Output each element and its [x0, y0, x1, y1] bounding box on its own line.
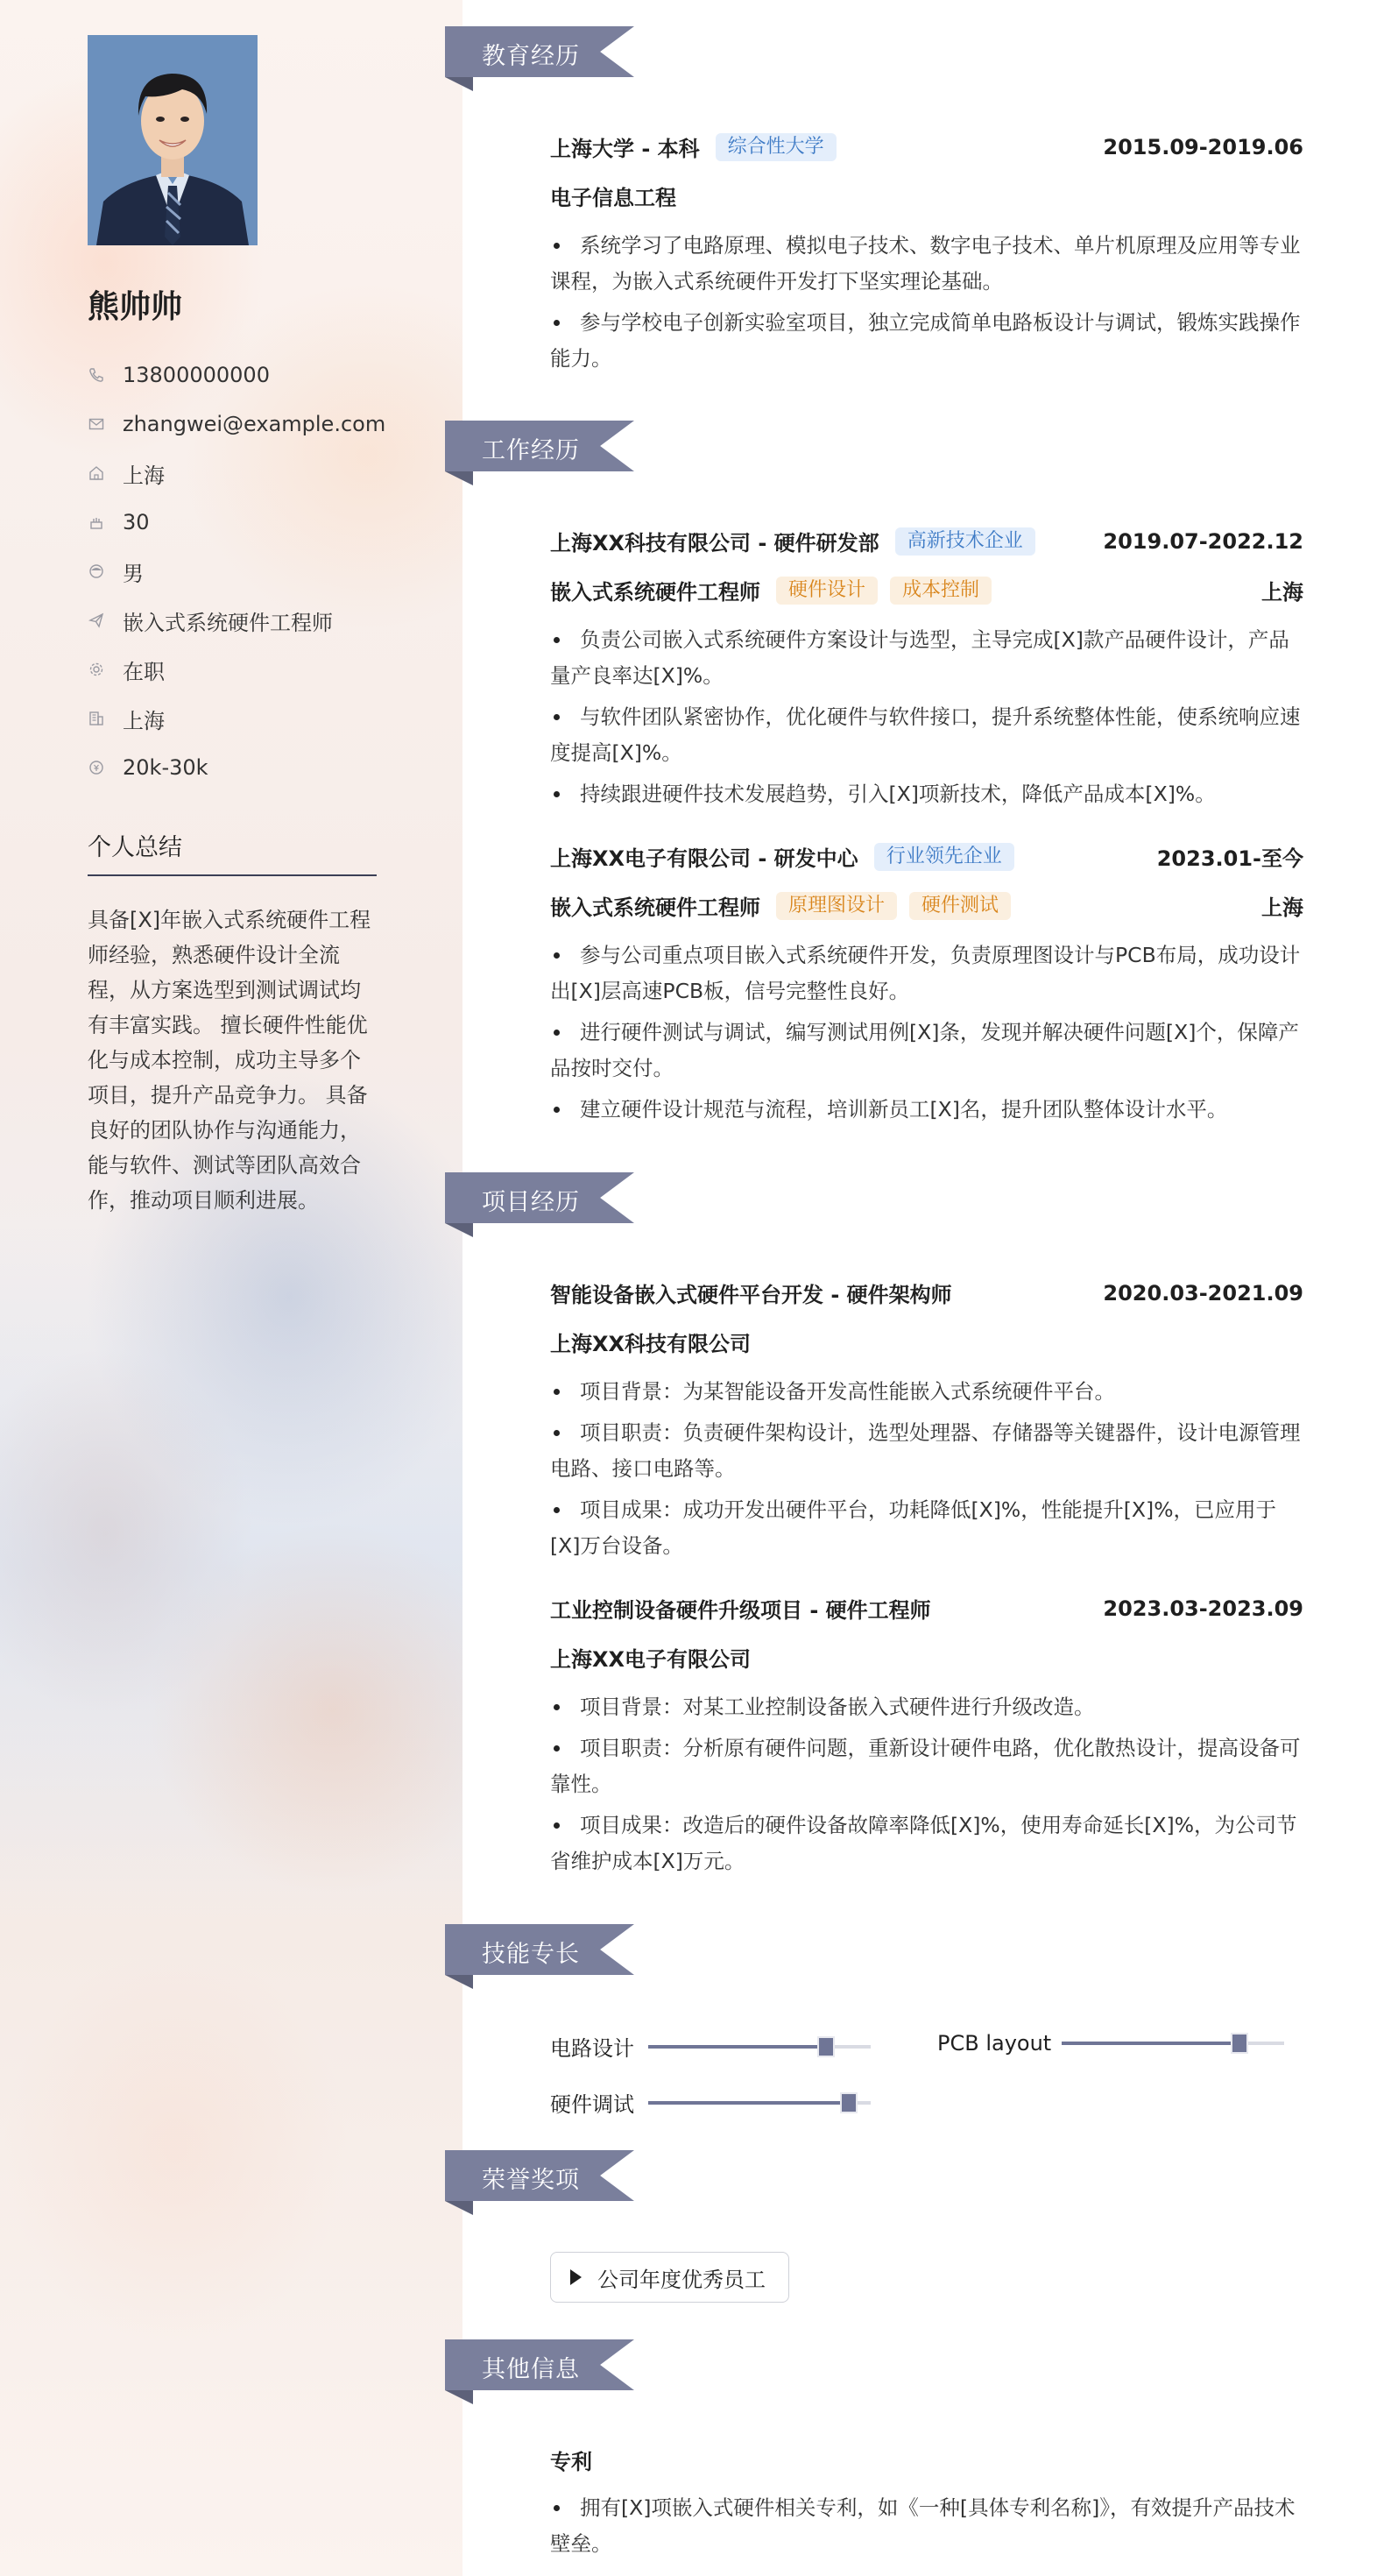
project-2-header-row [550, 1593, 1303, 1624]
project-1-header-row [550, 1277, 1303, 1308]
section-header-skills [445, 1924, 634, 1989]
list-item: 项目背景：对某工业控制设备嵌入式硬件进行升级改造。 [550, 1689, 1305, 1725]
project-name: 智能设备嵌入式硬件平台开发 - 硬件架构师 [550, 1283, 952, 1307]
award-badge [550, 2252, 789, 2303]
section-header-projects [445, 1172, 634, 1237]
list-item: 参与学校电子创新实验室项目，独立完成简单电路板设计与调试，锻炼实践操作能力。 [550, 305, 1305, 377]
other-subtitle-row [550, 2445, 1303, 2475]
role-tag: 成本控制 [890, 577, 992, 605]
skill-fill [1062, 2042, 1239, 2045]
education-major-row [550, 180, 1303, 211]
skill-bar [648, 2045, 871, 2049]
sidebar-watercolor [0, 1227, 462, 1910]
skill-knob [1231, 2033, 1248, 2054]
skill-bar [1062, 2042, 1284, 2045]
list-item: 项目背景：为某智能设备开发高性能嵌入式系统硬件平台。 [550, 1374, 1305, 1410]
patent-heading: 专利 [550, 2450, 592, 2474]
job-1-role-row [550, 575, 1303, 605]
candidate-name: 熊帅帅 [88, 289, 183, 325]
job-period: 2023.01-至今 [1156, 846, 1303, 871]
list-item: 拥有[X]项嵌入式硬件相关专利，如《一种[具体专利名称]》，有效提升产品技术壁垒。 [550, 2490, 1305, 2562]
list-item: 负责公司嵌入式系统硬件方案设计与选型，主导完成[X]款产品硬件设计，产品量产良率达[X]%。 [550, 622, 1305, 694]
summary-heading: 个人总结 [88, 828, 377, 876]
gender-text: 男 [123, 561, 144, 586]
project-period: 2023.03-2023.09 [1103, 1596, 1303, 1621]
info-city [88, 449, 385, 498]
skill-item [550, 2087, 871, 2118]
job-2-role-row [550, 890, 1303, 921]
skill-label: PCB layout [937, 2031, 1052, 2056]
work-city-text: 上海 [123, 708, 165, 733]
award-label: 公司年度优秀员工 [597, 2267, 766, 2292]
skill-fill [648, 2045, 826, 2049]
section-header-other [445, 2339, 634, 2404]
salary-text: 20k-30k [123, 755, 208, 780]
project-company: 上海XX科技有限公司 [550, 1332, 752, 1356]
send-icon [88, 612, 105, 629]
list-item: 系统学习了电路原理、模拟电子技术、数字电子技术、单片机原理及应用等专业课程，为嵌入式系统硬件开发打下坚实理论基础。 [550, 228, 1305, 300]
list-item: 进行硬件测试与调试，编写测试用例[X]条，发现并解决硬件问题[X]个，保障产品按时交付。 [550, 1015, 1305, 1086]
project-1-company-row [550, 1327, 1303, 1357]
list-item: 项目成果：成功开发出硬件平台，功耗降低[X]%，性能提升[X]%，已应用于[X]万台设备。 [550, 1492, 1305, 1564]
info-work-city [88, 694, 385, 743]
building-icon [88, 710, 105, 727]
job-role: 嵌入式系统硬件工程师 [550, 580, 760, 605]
section-header-work [445, 421, 634, 485]
major-name: 电子信息工程 [550, 186, 676, 210]
skill-knob [817, 2036, 835, 2057]
project-name: 工业控制设备硬件升级项目 - 硬件工程师 [550, 1598, 931, 1623]
status-text: 在职 [123, 659, 165, 684]
education-header-row [550, 131, 1303, 162]
role-tag: 原理图设计 [776, 892, 897, 920]
info-phone [88, 350, 385, 400]
list-item: 与软件团队紧密协作，优化硬件与软件接口，提升系统整体性能，使系统响应速度提高[X]%。 [550, 699, 1305, 771]
job-role: 嵌入式系统硬件工程师 [550, 895, 760, 920]
other-bullets [550, 2490, 1305, 2567]
project-2-bullets [550, 1689, 1305, 1885]
job-company: 上海XX科技有限公司 - 硬件研发部 [550, 531, 879, 556]
list-item: 持续跟进硬件技术发展趋势，引入[X]项新技术，降低产品成本[X]%。 [550, 776, 1305, 812]
education-bullets [550, 228, 1305, 382]
skill-item [937, 2031, 1284, 2056]
contact-info-list [88, 350, 385, 792]
job-1-header-row [550, 526, 1303, 556]
job-1-bullets [550, 622, 1305, 817]
skill-label: 硬件调试 [550, 2092, 634, 2117]
section-header-honors [445, 2150, 634, 2215]
job-2-header-row [550, 841, 1303, 872]
list-item: 项目成果：改造后的硬件设备故障率降低[X]%，使用寿命延长[X]%，为公司节省维护成本[X]万元。 [550, 1808, 1305, 1879]
role-tag: 硬件设计 [776, 577, 878, 605]
age-text: 30 [123, 510, 150, 534]
company-tag: 高新技术企业 [895, 527, 1035, 556]
education-period: 2015.09-2019.06 [1103, 134, 1303, 159]
position-text: 嵌入式系统硬件工程师 [123, 610, 333, 635]
skill-bar [648, 2101, 871, 2105]
info-position [88, 596, 385, 645]
info-status [88, 645, 385, 694]
section-title: 其他信息 [482, 2356, 580, 2383]
job-location: 上海 [1261, 580, 1303, 605]
play-icon [570, 2269, 582, 2285]
project-company: 上海XX电子有限公司 [550, 1647, 752, 1672]
home-icon [88, 464, 105, 482]
skill-knob [840, 2092, 858, 2113]
section-title: 技能专长 [482, 1941, 580, 1968]
skill-label: 电路设计 [550, 2036, 634, 2061]
school-name: 上海大学 - 本科 [550, 137, 700, 161]
profile-photo [88, 35, 258, 245]
email-text: zhangwei@example.com [123, 412, 386, 436]
project-period: 2020.03-2021.09 [1103, 1280, 1303, 1306]
list-item: 建立硬件设计规范与流程，培训新员工[X]名，提升团队整体设计水平。 [550, 1092, 1305, 1128]
section-title: 教育经历 [482, 43, 580, 70]
info-salary [88, 743, 385, 792]
project-2-company-row [550, 1642, 1303, 1673]
avatar [88, 35, 258, 245]
list-item: 参与公司重点项目嵌入式系统硬件开发，负责原理图设计与PCB布局，成功设计出[X]层高速PCB板，信号完整性良好。 [550, 938, 1305, 1009]
skill-item [550, 2031, 871, 2062]
cake-icon [88, 513, 105, 531]
phone-icon [88, 366, 105, 384]
face-icon [88, 563, 105, 580]
project-1-bullets [550, 1374, 1305, 1569]
gear-icon [88, 661, 105, 678]
phone-text: 13800000000 [123, 363, 270, 387]
company-tag: 行业领先企业 [874, 843, 1014, 871]
section-title: 荣誉奖项 [482, 2167, 580, 2194]
coin-icon [88, 759, 105, 776]
job-location: 上海 [1261, 895, 1303, 920]
mail-icon [88, 415, 105, 433]
sidebar [0, 0, 462, 2576]
list-item: 项目职责：负责硬件架构设计，选型处理器、存储器等关键器件，设计电源管理电路、接口电路等。 [550, 1415, 1305, 1487]
job-company: 上海XX电子有限公司 - 研发中心 [550, 846, 858, 871]
role-tag: 硬件测试 [909, 892, 1011, 920]
section-header-education [445, 26, 634, 91]
skill-fill [648, 2101, 849, 2105]
list-item: 项目职责：分析原有硬件问题，重新设计硬件电路，优化散热设计，提高设备可靠性。 [550, 1730, 1305, 1802]
section-title: 项目经历 [482, 1189, 580, 1216]
city-text: 上海 [123, 463, 165, 488]
info-email [88, 400, 385, 449]
section-title: 工作经历 [482, 437, 580, 464]
job-period: 2019.07-2022.12 [1103, 528, 1303, 554]
info-age [88, 498, 385, 547]
school-tag: 综合性大学 [716, 133, 837, 161]
summary-text: 具备[X]年嵌入式系统硬件工程师经验，熟悉硬件设计全流程，从方案选型到测试调试均有丰富实践。 擅长硬件性能优化与成本控制，成功主导多个项目，提升产品竞争力。 具备良好的团队协作与沟通能力，能与软件、测试等团队高效合作，推动项目顺利进展。 [88, 908, 371, 1213]
job-2-bullets [550, 938, 1305, 1133]
info-gender [88, 547, 385, 596]
